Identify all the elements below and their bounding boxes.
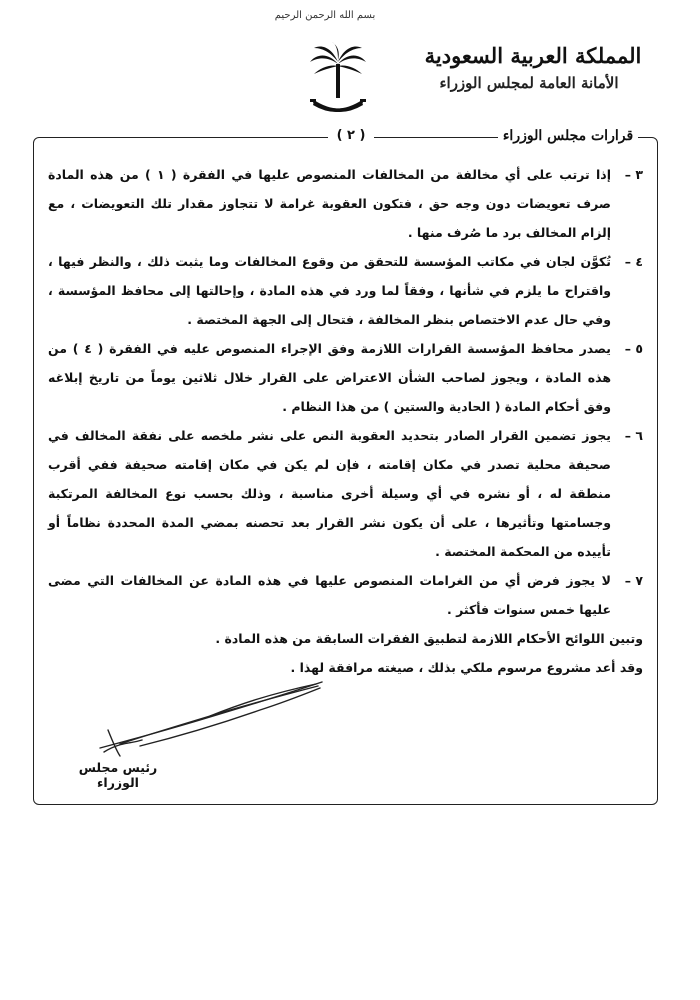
list-item (48, 160, 643, 247)
secretariat-title: الأمانة العامة لمجلس الوزراء (439, 74, 619, 92)
basmala: بسم الله الرحمن الرحيم (274, 10, 376, 21)
item-number: ٥ – (624, 341, 643, 356)
item-text: تُكوَّن لجان في مكاتب المؤسسة للتحقق من وقوع المخالفات وما يثبت ذلك ، والنظر فيها ، واقتراح ما يلزم في شأنها ، وفقاً لما ورد في هذه المادة ، وإحالتها إلى محافظ المؤسسة ، وفي حال عدم الاختصاص بنظر المخالفة ، فتحال إلى الجهة المختصة . (48, 254, 611, 327)
page-number: ( ٢ ) (328, 128, 374, 143)
kingdom-title: المملكة العربية السعودية (424, 43, 642, 68)
item-text: إذا ترتب على أي مخالفة من المخالفات المنصوص عليها في الفقرة ( ١ ) من هذه المادة صرف تعويضات دون وجه حق ، فتكون العقوبة غرامة لا تتجاوز مقدار تلك التعويضات ، مع إلزام المخالف برد ما صُرف منها . (48, 167, 611, 240)
list-item (48, 247, 643, 334)
decision-title: قرارات مجلس الوزراء (498, 128, 638, 144)
item-text: لا يجوز فرض أي من الغرامات المنصوص عليها في هذه المادة عن المخالفات التي مضى عليها خمس سنوات فأكثر . (48, 573, 611, 617)
signature-icon (90, 670, 330, 760)
list-item (48, 334, 643, 421)
list-item (48, 421, 643, 566)
item-text: يجوز تضمين القرار الصادر بتحديد العقوبة النص على نشر ملخصه على نفقة المخالف في صحيفة محلية تصدر في مكان إقامته ، فإن لم يكن في مكان إقامته صحيفة ففي أقرب منطقة له ، أو نشره في أي وسيلة أخرى مناسبة ، وذلك بحسب نوع المخالفة المرتكبة وجسامتها وتأثيرها ، على أن يكون نشر القرار بعد تحصنه بمضي المدة المحددة نظاماً أو تأييده من المحكمة المختصة . (48, 428, 611, 559)
closing-line: وقد أعد مشروع مرسوم ملكي بذلك ، صيغته مرافقة لهذا . (290, 660, 643, 675)
item-number: ٦ – (624, 428, 643, 443)
signer-title: رئيس مجلس الوزراء (78, 760, 158, 790)
list-item (48, 566, 643, 624)
item-number: ٣ – (624, 167, 643, 182)
item-number: ٤ – (624, 254, 643, 269)
item-number: ٧ – (624, 573, 643, 588)
saudi-emblem-icon (308, 42, 368, 122)
item-text: يصدر محافظ المؤسسة القرارات اللازمة وفق الإجراء المنصوص عليه في الفقرة ( ٤ ) من هذه المادة ، ويجوز لصاحب الشأن الاعتراض على القرار خلال ثلاثين يوماً من تاريخ إبلاغه وفق أحكام المادة ( الحادية والستين ) من هذا النظام . (48, 341, 611, 414)
document-body (48, 160, 643, 682)
closing-line: وتبين اللوائح الأحكام اللازمة لتطبيق الفقرات السابقة من هذه المادة . (215, 631, 643, 646)
